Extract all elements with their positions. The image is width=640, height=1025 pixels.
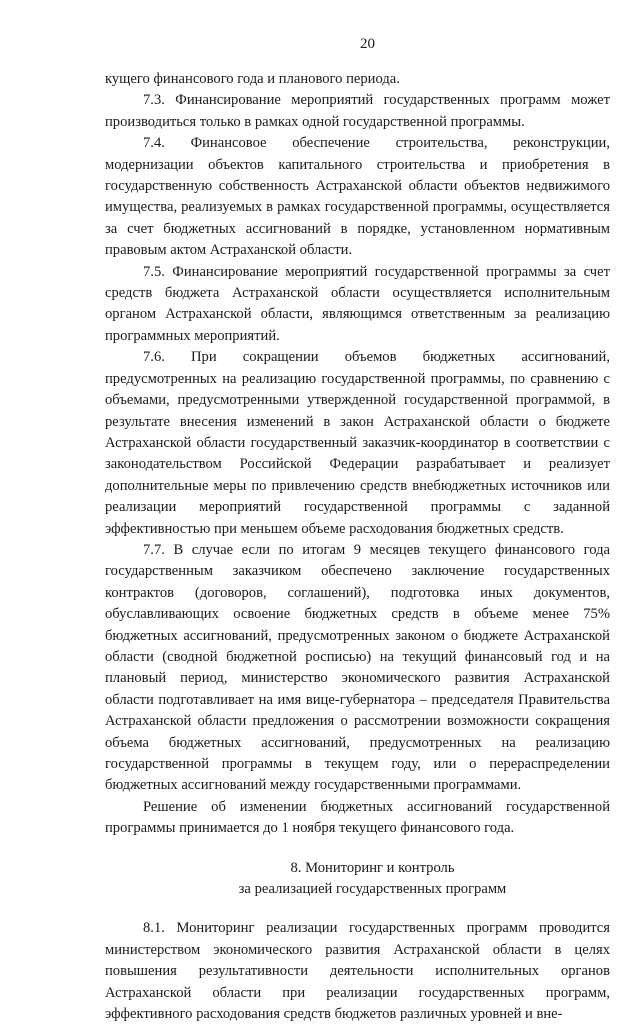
paragraph-7-7: 7.7. В случае если по итогам 9 месяцев текущего финансового года государственным заказчиком обеспечено заключение государственных контрактов (договоров, соглашений), подготовка иных документов, обуславливающих освоение бюджетных средств в объеме менее 75% бюджетных ассигнований, предусмотренных законом о бюджете Астраханской области (сводной бюджетной росписью) на текущий финансовый год и на плановый период, министерство экономического развития Астраханской области подготавливает на имя вице-губернатора – председателя Правительства Астраханской области предложения о рассмотрении возможности сокращения объема бюджетных ассигнований, предусмотренных на реализацию государственной программы в текущем году, или о перераспределении бюджетных ассигнований между государственными программами.: [105, 541, 610, 794]
paragraph-7-5: 7.5. Финансирование мероприятий государственной программы за счет средств бюджета Астраханской области осуществляется исполнительным органом Астраханской области, являющимся ответственным за реализацию программных мероприятий.: [105, 263, 610, 344]
section-8-heading-line1: 8. Мониторинг и контроль: [290, 859, 455, 876]
paragraph-8-1: 8.1. Мониторинг реализации государственных программ проводится министерством экономического развития Астраханской области в целях повышения результативности деятельности исполнительных органов Астраханской области при реализации государственных программ, эффективного расходования средств бюджетов различных уровней и вне-: [105, 920, 610, 1023]
paragraph-7-6: 7.6. При сокращении объемов бюджетных ассигнований, предусмотренных на реализацию государственной программы, по сравнению с объемами, предусмотренными утвержденной государственной программой, в результате внесения изменений в закон Астраханской области о бюджете Астраханской области государственный заказчик-координатор в соответствии с законодательством Российской Федерации разрабатывает и реализует дополнительные меры по привлечению средств внебюджетных источников или реализации мероприятий государственной программы с заданной эффективностью при меньшем объеме расходования бюджетных средств.: [105, 349, 610, 537]
paragraph-7-3: 7.3. Финансирование мероприятий государственных программ может производиться только в рамках одной государственной программы.: [105, 92, 610, 130]
section-8-body: [105, 918, 610, 1025]
paragraph-7-4: 7.4. Финансовое обеспечение строительства, реконструкции, модернизации объектов капитального строительства и приобретения в государственную собственность Астраханской области объектов недвижимого имущества, реализуемых в рамках государственной программы, осуществляется за счет бюджетных ассигнований в порядке, установленном нормативным правовым актом Астраханской области.: [105, 135, 610, 259]
paragraph-continuation: кущего финансового года и планового периода.: [105, 71, 400, 87]
page-number: 20: [360, 36, 375, 52]
section-8-heading-line2: за реализацией государственных программ: [238, 881, 507, 898]
section-8-heading: [105, 858, 610, 901]
paragraph-decision: Решение об изменении бюджетных ассигнований государственной программы принимается до 1 ноября текущего финансового года.: [105, 798, 610, 837]
section-7-body: [105, 69, 610, 840]
